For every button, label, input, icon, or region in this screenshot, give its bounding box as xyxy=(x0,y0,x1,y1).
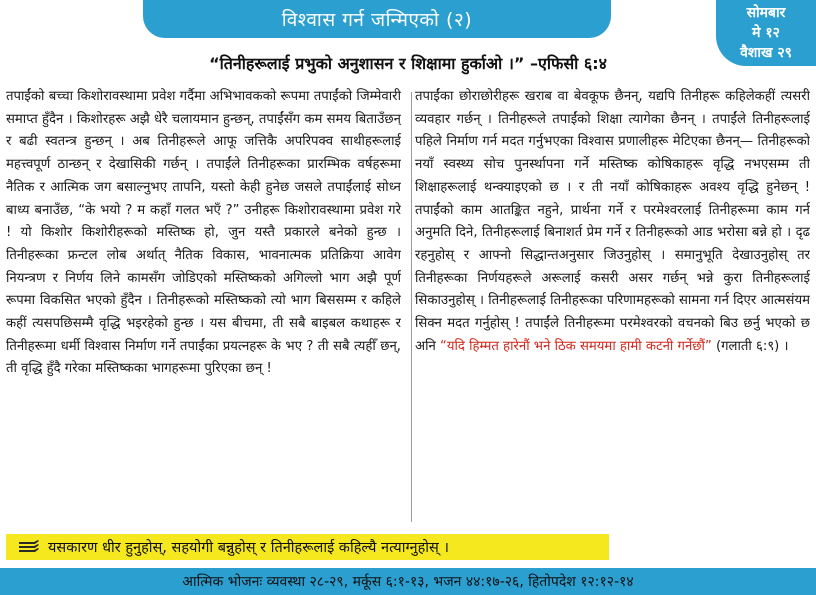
body-paragraph-2: तपाईंका छोराछोरीहरू खराब वा बेवकूफ छैनन्, यद्यपि तिनीहरू कहिलेकहीं त्यसरी व्यवहार गर्छन् । तिनीहरूले तपाईंको शिक्षा त्यागेका छैनन् । तपाईंले तिनीहरूलाई पहिले निर्माण गर्न मदत गर्नुभएका विश्वास प्रणालीहरू मेटिएका छैनन्— तिनीहरूको नयाँ स्वस्थ्य सोच पुनर्स्थापना गर्ने मस्तिष्क कोषिकाहरू वृद्धि नभएसम्म ती शिक्षाहरूलाई थन्क्याइएको छ । र ती नयाँ कोषिकाहरू अवश्य वृद्धि हुनेछन् ! तपाईंको काम आतङ्कित नहुने, प्रार्थना गर्ने र परमेश्वरलाई तिनीहरूमा काम गर्न अनुमति दिने, तिनीहरूलाई बिनाशर्त प्रेम गर्ने र तिनीहरूको आड भरोसा बन्ने हो । दृढ रहनुहोस् र आफ्नो सिद्धान्तअनुसार जिउनुहोस् । समानुभूति देखाउनुहोस् तर तिनीहरूका निर्णयहरूले अरूलाई कसरी असर गर्छन् भन्ने कुरा तिनीहरूलाई सिकाउनुहोस् । तिनीहरूलाई तिनीहरूका परिणामहरूको सामना गर्न दिएर आत्मसंयम सिक्न मदत गर्नुहोस् ! तपाईंले तिनीहरूमा परमेश्वरको वचनको बिउ छर्नु भएको छ अनि xyxy=(415,89,810,354)
body-column-right xyxy=(415,86,810,526)
body-columns xyxy=(6,86,810,526)
daily-reading: आत्मिक भोजनः व्यवस्था २८-२९, मर्कूस ६:१-१३, भजन ४४:१७-२६, हितोपदेश १२:१२-१४ xyxy=(182,574,634,590)
body-column-left xyxy=(6,86,401,526)
sword-icon xyxy=(18,539,40,555)
footer-bar xyxy=(0,568,816,595)
devotional-title: विश्वास गर्न जन्मिएको (२) xyxy=(281,9,473,31)
date-weekday: सोमबार xyxy=(746,5,786,21)
action-text: यसकारण धीर हुनुहोस्, सहयोगी बन्नुहोस् र तिनीहरूलाई कहिल्यै नत्याग्नुहोस् । xyxy=(48,540,449,556)
date-nepali: वैशाख २९ xyxy=(740,45,792,61)
scripture-reference: (गलाती ६:९) । xyxy=(711,338,789,354)
key-verse: “तिनीहरूलाई प्रभुको अनुशासन र शिक्षामा हुर्काओ ।” –एफिसी ६:४ xyxy=(209,54,607,73)
body-paragraph-1: तपाईंको बच्चा किशोरावस्थामा प्रवेश गर्दैमा अभिभावकको रूपमा तपाईंको जिम्मेवारी समाप्त हुँदैन । किशोरहरू अझै धेरै चलायमान हुन्छन्, तपाईंसँग कम समय बिताउँछन् र बढी स्वतन्त्र हुन्छन् । अब तिनीहरूले आफू जत्तिकै अपरिपक्व साथीहरूलाई महत्त्वपूर्ण ठान्छन् र देखासिकी गर्छन् । तपाईंले तिनीहरूका प्रारम्भिक वर्षहरूमा नैतिक र आत्मिक जग बसाल्नुभए तापनि, यस्तो केही हुनेछ जसले तपाईंलाई सोध्न बाध्य बनाउँछ, “के भयो ? म कहाँ गलत भएँ ?” उनीहरू किशोरावस्थामा प्रवेश गरे ! यो किशोर किशोरीहरूको मस्तिष्क हो, जुन यस्तै प्रकारले बनेको हुन्छ । तिनीहरूका फ्रन्टल लोब अर्थात् नैतिक विकास, भावनात्मक प्रतिक्रिया आवेग नियन्त्रण र निर्णय लिने कामसँग जोडिएको मस्तिष्कको अगिल्लो भाग अझै पूर्ण रूपमा विकसित भएको हुँदैन । तिनीहरूको मस्तिष्कको त्यो भाग बिससम्म र कहिले कहीं त्यसपछिसम्मै वृद्धि भइरहेको हुन्छ । यस बीचमा, ती सबै बाइबल कथाहरू र तिनीहरूमा धर्मी विश्वास निर्माण गर्ने तपाईंका प्रयत्नहरू के भए ? ती सबै त्यहीँ छन्, ती वृद्धि हुँदै गरेका मस्तिष्कका भागहरूमा पुरिएका छन् ! xyxy=(6,89,401,377)
title-banner xyxy=(143,0,611,38)
date-gregorian: मे १२ xyxy=(752,25,780,41)
scripture-quote: “यदि हिम्मत हारेनौं भने ठिक समयमा हामी कटनी गर्नेछौं” xyxy=(440,338,712,354)
action-bar xyxy=(6,534,609,560)
